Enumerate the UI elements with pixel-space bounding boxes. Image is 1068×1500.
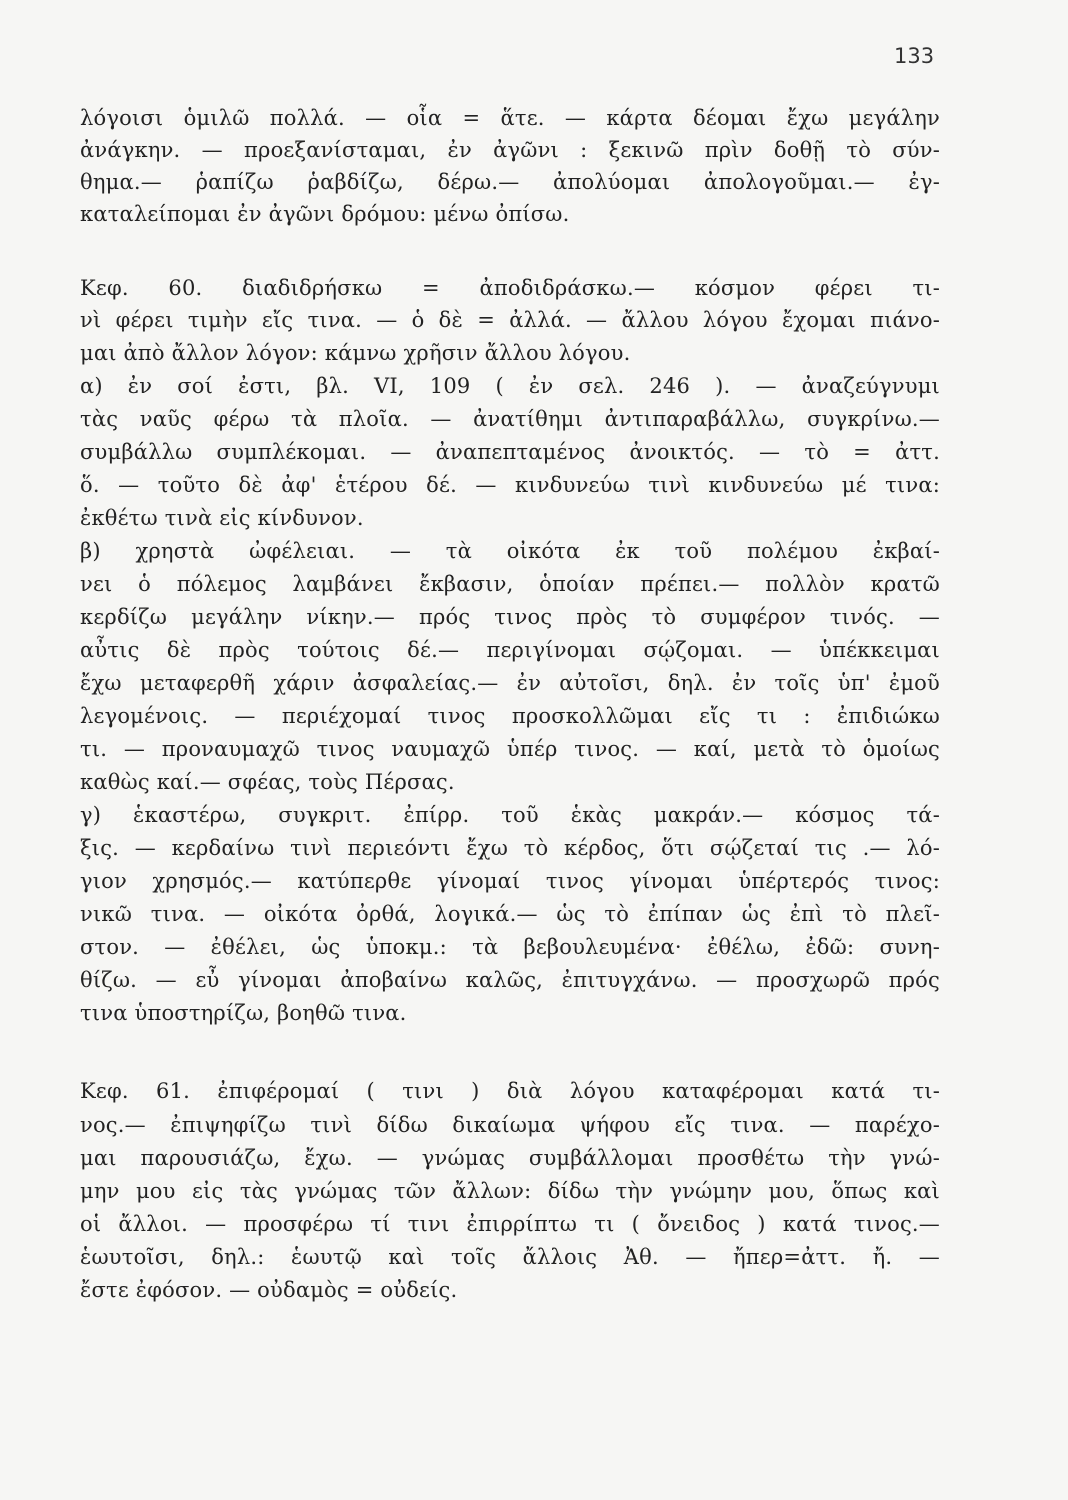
text-line: ἐκθέτω τινὰ εἰς κίνδυνον.	[80, 506, 364, 530]
chapter-heading-60: Κεφ. 60. διαδιδρήσκω = ἀποδιδράσκω.— κόσμον φέρει τι-	[80, 276, 940, 300]
text-line: τὰς ναῦς φέρω τὰ πλοῖα. — ἀνατίθημι ἀντιπαραβάλλω, συγκρίνω.—	[80, 407, 940, 431]
subsection-beta: β) χρηστὰ ὠφέλειαι. — τὰ οἰκότα ἐκ τοῦ πολέμου ἐκβαί-	[80, 539, 940, 563]
text-line: ἀνάγκην. — προεξανίσταμαι, ἐν ἀγῶνι : ξεκινῶ πρὶν δοθῇ τὸ σύν-	[80, 138, 940, 162]
text-line: γιον χρησμός.— κατύπερθε γίνομαί τινος γίνομαι ὑπέρτερός τινος:	[80, 869, 940, 893]
text-line: ξις. — κερδαίνω τινὶ περιεόντι ἔχω τὸ κέρδος, ὅτι σῴζεταί τις .— λό-	[80, 836, 940, 860]
text-line: θημα.— ῥαπίζω ῥαβδίζω, δέρω.— ἀπολύομαι ἀπολογοῦμαι.— ἐγ-	[80, 170, 940, 194]
text-line: ἔστε ἐφόσον. — οὐδαμὸς = οὐδείς.	[80, 1278, 458, 1302]
text-line: λόγοισι ὁμιλῶ πολλά. — οἷα = ἅτε. — κάρτα δέομαι ἔχω μεγάλην	[80, 106, 940, 130]
text-line: ἔχω μεταφερθῆ χάριν ἀσφαλείας.— ἐν αὐτοῖσι, δηλ. ἐν τοῖς ὑπ' ἐμοῦ	[80, 671, 940, 695]
text-line: ἑωυτοῖσι, δηλ.: ἑωυτῷ καὶ τοῖς ἄλλοις Ἀθ. — ἤπερ=ἀττ. ἤ. —	[80, 1245, 940, 1269]
text-line: νὶ φέρει τιμὴν εἴς τινα. — ὁ δὲ = ἀλλά. — ἄλλου λόγου ἔχομαι πιάνο-	[80, 308, 940, 332]
text-line: τι. — προναυμαχῶ τινος ναυμαχῶ ὑπέρ τινος. — καί, μετὰ τὸ ὁμοίως	[80, 737, 940, 761]
text-line: θίζω. — εὖ γίνομαι ἀποβαίνω καλῶς, ἐπιτυγχάνω. — προσχωρῶ πρός	[80, 968, 940, 992]
text-line: οἱ ἄλλοι. — προσφέρω τί τινι ἐπιρρίπτω τι ( ὄνειδος ) κατά τινος.—	[80, 1212, 940, 1236]
text-line: ὅ. — τοῦτο δὲ ἀφ' ἑτέρου δέ. — κινδυνεύω τινὶ κινδυνεύω μέ τινα:	[80, 473, 940, 497]
text-line: κερδίζω μεγάλην νίκην.— πρός τινος πρὸς τὸ συμφέρον τινός. —	[80, 605, 940, 629]
text-line: συμβάλλω συμπλέκομαι. — ἀναπεπταμένος ἀνοικτός. — τὸ = ἀττ.	[80, 440, 940, 464]
text-line: νικῶ τινα. — οἰκότα ὀρθά, λογικά.— ὡς τὸ ἐπίπαν ὡς ἐπὶ τὸ πλεῖ-	[80, 902, 940, 926]
subsection-gamma: γ) ἑκαστέρω, συγκριτ. ἐπίρρ. τοῦ ἑκὰς μακράν.— κόσμος τά-	[80, 803, 940, 827]
text-line: τινα ὑποστηρίζω, βοηθῶ τινα.	[80, 1001, 407, 1025]
text-line: νει ὁ πόλεμος λαμβάνει ἔκβασιν, ὁποίαν πρέπει.— πολλὸν κρατῶ	[80, 572, 940, 596]
chapter-heading-61: Κεφ. 61. ἐπιφέρομαί ( τινι ) διὰ λόγου καταφέρομαι κατά τι-	[80, 1079, 940, 1103]
text-line: καθὼς καί.— σφέας, τοὺς Πέρσας.	[80, 770, 455, 794]
text-line: μην μου εἰς τὰς γνώμας τῶν ἄλλων: δίδω τὴν γνώμην μου, ὅπως καὶ	[80, 1179, 940, 1203]
text-line: λεγομένοις. — περιέχομαί τινος προσκολλῶμαι εἴς τι : ἐπιδιώκω	[80, 704, 940, 728]
text-line: καταλείπομαι ἐν ἀγῶνι δρόμου: μένω ὀπίσω.	[80, 202, 570, 226]
text-line: μαι παρουσιάζω, ἔχω. — γνώμας συμβάλλομαι προσθέτω τὴν γνώ-	[80, 1146, 940, 1170]
page-number: 133	[894, 44, 935, 68]
text-line: αὖτις δὲ πρὸς τούτοις δέ.— περιγίνομαι σῴζομαι. — ὑπέκκειμαι	[80, 638, 940, 662]
text-line: μαι ἀπὸ ἄλλον λόγον: κάμνω χρῆσιν ἄλλου λόγου.	[80, 341, 631, 365]
text-line: στον. — ἐθέλει, ὡς ὑποκμ.: τὰ βεβουλευμένα· ἐθέλω, ἐδῶ: συνη-	[80, 935, 940, 959]
subsection-alpha: α) ἐν σοί ἐστι, βλ. VI, 109 ( ἐν σελ. 246 ). — ἀναζεύγνυμι	[80, 374, 940, 398]
text-line: νος.— ἐπιψηφίζω τινὶ δίδω δικαίωμα ψήφου εἴς τινα. — παρέχο-	[80, 1113, 940, 1137]
